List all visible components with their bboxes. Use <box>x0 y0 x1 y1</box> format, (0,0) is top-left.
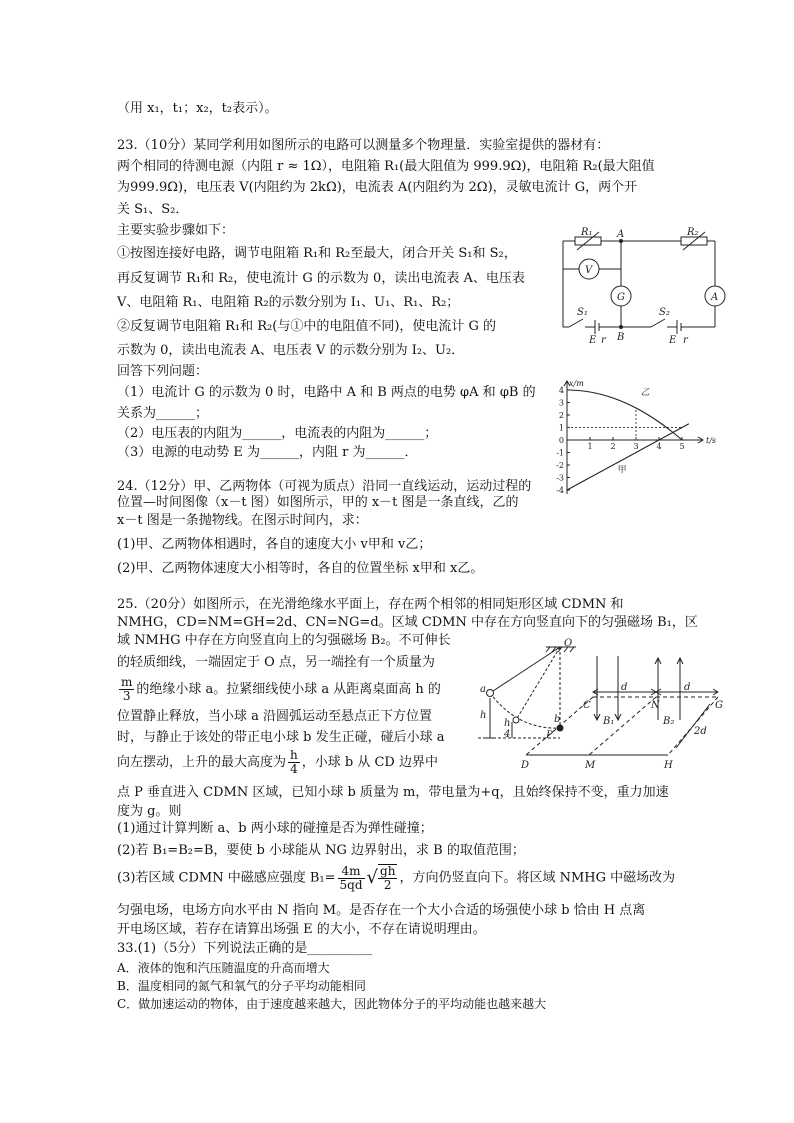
q33-option-a: A．液体的饱和汽压随温度的升高而增大 <box>117 961 330 975</box>
field-figure <box>468 638 730 774</box>
label-d1: d <box>621 682 628 693</box>
label-b2: B₂ <box>663 716 675 727</box>
label-a: A <box>617 229 625 240</box>
q25-line-3: 的轻质细线，一端固定于 O 点，另一端拴有一个质量为 <box>117 655 435 670</box>
label-g: G <box>715 700 723 711</box>
q25-line-2: 域 NMHG 中存在方向竖直向上的匀强磁场 B₂。不可伸长 <box>117 633 451 648</box>
q25-line-1: NMHG，CD=NM=GH=2d、CN=NG=d。区域 CDMN 中存在方向竖直向下的匀强磁场 B₁，区 <box>117 615 698 630</box>
label-h4-den: 4 <box>504 729 511 740</box>
label-n: N <box>651 700 660 711</box>
series-yi-label: 乙 <box>640 388 650 398</box>
label-r-1: r <box>601 335 606 346</box>
label-o: O <box>564 638 573 649</box>
ball-a-left <box>513 717 519 723</box>
label-h4-num: h <box>504 718 511 729</box>
label-h: h <box>480 710 487 721</box>
label-2d: 2d <box>694 726 707 737</box>
y-axis-label: x/m <box>569 379 584 388</box>
series-jia-line <box>567 424 689 490</box>
sqrt-gh-over-2: $\frac{gh}{2}$ <box>380 864 396 892</box>
q23-line-8: ②反复调节电阻箱 R₁和 R₂(与①中的电阻值不同)，使电流计 G 的 <box>117 319 497 334</box>
y-tick-label: 1 <box>558 423 564 433</box>
label-d2: d <box>684 682 691 693</box>
q25-line-10: (1)通过计算判断 a、b 两小球的碰撞是否为弹性碰撞； <box>117 821 433 836</box>
label-r2: R₂ <box>687 227 699 238</box>
y-tick-label: -3 <box>556 473 564 483</box>
q23-line-12: 关系为______； <box>117 406 209 421</box>
y-tick-label: 3 <box>558 398 564 408</box>
series-yi-curve <box>567 390 682 440</box>
q33-option-c: C．做加速运动的物体，由于速度越来越大，因此物体分子的平均动能也越来越大 <box>117 997 547 1011</box>
label-ball-b: b <box>554 714 561 725</box>
q25-line-7: 向左摆动，上升的最大高度为 $\frac{h}{4}$ ，小球 b 从 CD 边界中 <box>117 748 438 776</box>
q23-line-13: （2）电压表的内阻为______，电流表的内阻为______； <box>117 426 438 441</box>
q25-title: 25.（20分）如图所示，在光滑绝缘水平面上，存在两个相邻的相同矩形区域 CDMN 和 <box>117 597 624 612</box>
label-m: M <box>585 760 596 771</box>
q25-line-5: 位置静止释放，当小球 a 沿圆弧运动至悬点正下方位置 <box>117 709 433 724</box>
q23-line-6: 再反复调节 R₁和 R₂，使电流计 G 的示数为 0，读出电流表 A、电压表 <box>117 271 525 286</box>
y-tick-label: 2 <box>558 411 564 420</box>
label-r1: R₁ <box>581 227 593 238</box>
q23-line-10: 回答下列问题： <box>117 364 209 379</box>
xt-graph <box>545 379 717 500</box>
x-axis-label: t/s <box>706 436 717 445</box>
fraction-h-over-4: $\frac{h}{4}$ <box>290 748 298 776</box>
series-jia-label: 甲 <box>617 465 627 476</box>
y-tick-label: 4 <box>558 386 564 395</box>
label-r-2: r <box>683 335 688 346</box>
circuit-diagram <box>555 226 735 346</box>
switch-s1 <box>569 319 583 327</box>
label-h-corner: H <box>664 760 673 771</box>
q33-title: 33.(1)（5分）下列说法正确的是__________ <box>117 941 373 956</box>
label-d-corner: D <box>521 760 530 771</box>
q23-line-3: 关 S₁、S₂． <box>117 202 189 217</box>
label-v: V <box>585 265 593 276</box>
y-tick-label: -2 <box>556 461 564 470</box>
q23-line-4: 主要实验步骤如下： <box>117 223 235 238</box>
q24-title: 24.（12分）甲、乙两物体（可视为质点）沿同一直线运动，运动过程的 <box>117 479 532 494</box>
ball-a <box>487 690 494 697</box>
q24-line-4: (2)甲、乙两物体速度大小相等时，各自的位置坐标 x甲和 x乙。 <box>117 561 484 576</box>
label-b: B <box>617 332 625 343</box>
q25-line-8: 点 P 垂直进入 CDMN 区域，已知小球 b 质量为 m，带电量为+q，且始终保持不变，重力加速 <box>117 785 669 800</box>
q23-line-1: 两个相同的待测电源（内阻 r ≈ 1Ω），电阻箱 R₁(最大阻值为 999.9Ω)，电阻箱 R₂(最大阻值 <box>117 159 655 174</box>
q25-line-4: $\frac{m}{3}$ 的绝缘小球 a。拉紧细线使小球 a 从距离桌面高 h 的 <box>121 675 441 703</box>
q23-line-7: V、电阻箱 R₁、电阻箱 R₂的示数分别为 I₁、U₁、R₁、R₂； <box>117 295 460 310</box>
fraction-4m-over-5qd: $\frac{4m}{5qd}$ <box>339 863 363 892</box>
label-b1: B₁ <box>603 716 615 727</box>
y-tick-label: 0 <box>558 436 564 445</box>
x-tick-label: 5 <box>679 442 685 451</box>
q24-line-3: (1)甲、乙两物体相遇时，各自的速度大小 v甲和 v乙； <box>117 537 432 552</box>
y-tick-label: -4 <box>556 486 564 495</box>
label-s1: S₁ <box>577 307 588 318</box>
q23-line-14: （3）电源的电动势 E 为______，内阻 r 为______． <box>117 445 418 460</box>
q25-line-9: 度为 g。则 <box>117 804 182 819</box>
q24-line-1: 位置—时间图像（x－t 图）如图所示，甲的 x－t 图是一条直线，乙的 <box>117 495 519 510</box>
label-c: C <box>583 700 591 711</box>
label-ammeter: A <box>711 292 719 303</box>
line-0: （用 x₁，t₁；x₂，t₂表示）。 <box>117 101 278 116</box>
y-tick-label: -1 <box>556 448 564 458</box>
q33-option-b: B．温度相同的氮气和氧气的分子平均动能相同 <box>117 979 366 993</box>
fraction-m-over-3: $\frac{m}{3}$ <box>121 675 133 703</box>
q23-line-11: （1）电流计 G 的示数为 0 时，电路中 A 和 B 两点的电势 φA 和 φB 的 <box>117 385 536 400</box>
q24-line-2: x－t 图是一条抛物线。在图示时间内，求： <box>117 513 368 528</box>
q23-line-9: 示数为 0，读出电流表 A、电压表 V 的示数分别为 I₂、U₂． <box>117 343 465 358</box>
label-p: P <box>546 730 553 741</box>
x-tick-label: 3 <box>633 442 639 451</box>
q23-line-2: 为999.9Ω)，电压表 V(内阻约为 2kΩ)，电流表 A(内阻约为 2Ω)，灵敏电流计 G，两个开 <box>117 180 638 195</box>
x-tick-label: 1 <box>587 442 593 451</box>
switch-s2 <box>651 319 665 327</box>
q23-title: 23.（10分）某同学利用如图所示的电路可以测量多个物理量．实验室提供的器材有： <box>117 138 610 153</box>
x-tick-label: 4 <box>656 442 662 451</box>
label-e1: E <box>589 335 597 346</box>
label-ball-a: a <box>480 684 486 695</box>
q25-line-13: 匀强电场，电场方向水平由 N 指向 M。是否存在一个大小合适的场强使小球 b 恰由 H 点离 <box>117 903 646 918</box>
x-tick-label: 2 <box>610 442 616 451</box>
q23-line-5: ①按图连接好电路，调节电阻箱 R₁和 R₂至最大，闭合开关 S₁和 S₂， <box>117 246 517 261</box>
q25-line-14: 开电场区域，若存在请算出场强 E 的大小，不存在请说明理由。 <box>117 922 486 937</box>
q25-line-12: (3)若区域 CDMN 中磁感应强度 B₁= $\frac{4m}{5qd}$ √ $\frac{gh}{2}$ ，方向仍竖直向下。将区域 NMHG 中磁场改为 <box>117 863 676 892</box>
label-s2: S₂ <box>659 307 670 318</box>
label-g: G <box>617 292 625 303</box>
q25-line-6: 时，与静止于该处的带正电小球 b 发生正碰，碰后小球 a <box>117 730 445 745</box>
label-e2: E <box>669 335 677 346</box>
q25-line-11: (2)若 B₁=B₂=B，要使 b 小球能从 NG 边界射出，求 B 的取值范围； <box>117 843 525 858</box>
